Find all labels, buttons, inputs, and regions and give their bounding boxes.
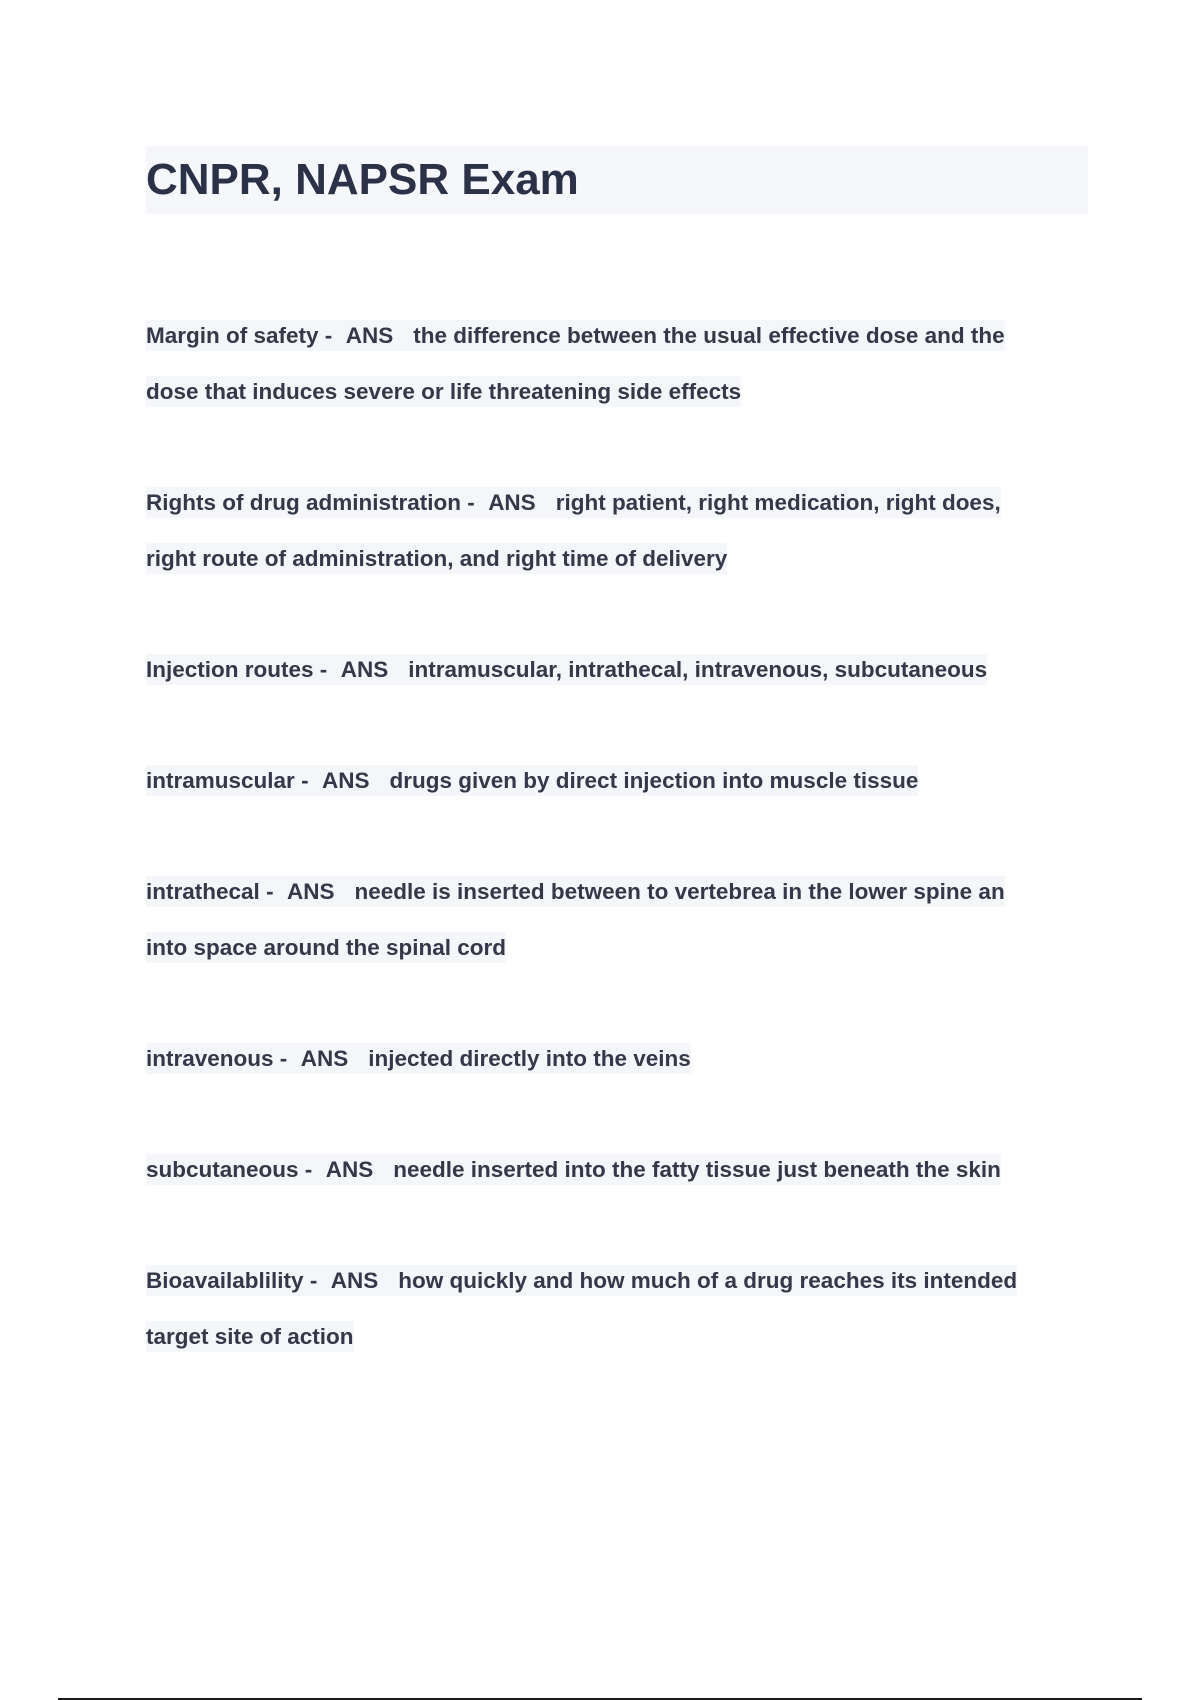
flashcard-entry bbox=[146, 1142, 1088, 1198]
flashcard-entry bbox=[146, 308, 1088, 420]
entry-answer: drugs given by direct injection into muscle tissue bbox=[389, 768, 919, 793]
entry-line-1 bbox=[146, 753, 1088, 809]
entry-line-2 bbox=[146, 920, 1088, 976]
entry-answer: needle is inserted between to vertebrea in the lower spine an bbox=[354, 879, 1005, 904]
entry-term: Bioavailablility bbox=[146, 1268, 304, 1293]
entry-term: subcutaneous bbox=[146, 1157, 299, 1182]
entry-term-group bbox=[146, 1265, 1017, 1296]
answer-marker: ANS bbox=[330, 1268, 379, 1293]
entry-line-2 bbox=[146, 1309, 1088, 1365]
entry-term-group bbox=[146, 1154, 1001, 1185]
entry-answer: injected directly into the veins bbox=[368, 1046, 691, 1071]
entry-term-group bbox=[146, 487, 1001, 518]
answer-marker: ANS bbox=[488, 490, 536, 515]
entry-answer: intramuscular, intrathecal, intravenous, subcutaneous bbox=[408, 657, 988, 682]
entry-line-1 bbox=[146, 1142, 1088, 1198]
entry-answer: how quickly and how much of a drug reaches its intended bbox=[398, 1268, 1018, 1293]
entry-term: Rights of drug administration bbox=[146, 490, 461, 515]
entry-line-1 bbox=[146, 1031, 1088, 1087]
entry-line-1 bbox=[146, 642, 1088, 698]
answer-marker: ANS bbox=[322, 768, 370, 793]
answer-marker: ANS bbox=[300, 1046, 349, 1071]
entry-answer: right patient, right medication, right does, bbox=[555, 490, 1001, 515]
answer-marker: ANS bbox=[286, 879, 335, 904]
entry-separator: - bbox=[304, 1157, 313, 1182]
entry-term: intrathecal bbox=[146, 879, 260, 904]
entry-line-1 bbox=[146, 864, 1088, 920]
entry-term: intravenous bbox=[146, 1046, 274, 1071]
entry-line-1 bbox=[146, 475, 1088, 531]
entry-separator: - bbox=[319, 657, 328, 682]
entry-line-1 bbox=[146, 1253, 1088, 1309]
flashcard-entry bbox=[146, 475, 1088, 587]
entry-term: Margin of safety bbox=[146, 323, 319, 348]
flashcard-entry bbox=[146, 753, 1088, 809]
entry-term-group bbox=[146, 320, 1005, 351]
entry-line-1 bbox=[146, 308, 1088, 364]
flashcard-entry bbox=[146, 642, 1088, 698]
entry-separator: - bbox=[266, 879, 274, 904]
entry-answer-continued: into space around the spinal cord bbox=[146, 932, 506, 963]
entry-line-2 bbox=[146, 531, 1088, 587]
entry-term-group bbox=[146, 765, 918, 796]
entry-answer-continued: dose that induces severe or life threatening side effects bbox=[146, 376, 741, 407]
entry-answer: needle inserted into the fatty tissue just beneath the skin bbox=[393, 1157, 1001, 1182]
flashcard-entry bbox=[146, 1253, 1088, 1365]
entry-term: Injection routes bbox=[146, 657, 314, 682]
entry-separator: - bbox=[301, 768, 309, 793]
entry-separator: - bbox=[324, 323, 333, 348]
entry-answer-continued: target site of action bbox=[146, 1321, 354, 1352]
answer-marker: ANS bbox=[325, 1157, 374, 1182]
answer-marker: ANS bbox=[340, 657, 389, 682]
answer-marker: ANS bbox=[345, 323, 394, 348]
entry-separator: - bbox=[467, 490, 475, 515]
document-title: CNPR, NAPSR Exam bbox=[146, 155, 579, 204]
entry-separator: - bbox=[309, 1268, 318, 1293]
entry-term: intramuscular bbox=[146, 768, 295, 793]
entry-line-2 bbox=[146, 364, 1088, 420]
entry-term-group bbox=[146, 654, 987, 685]
entry-term-group bbox=[146, 1043, 691, 1074]
entry-answer-continued: right route of administration, and right time of delivery bbox=[146, 543, 727, 574]
flashcard-entry bbox=[146, 864, 1088, 976]
entry-term-group bbox=[146, 876, 1005, 907]
entry-separator: - bbox=[279, 1046, 288, 1071]
flashcard-entry bbox=[146, 1031, 1088, 1087]
entry-answer: the difference between the usual effective dose and the bbox=[413, 323, 1005, 348]
